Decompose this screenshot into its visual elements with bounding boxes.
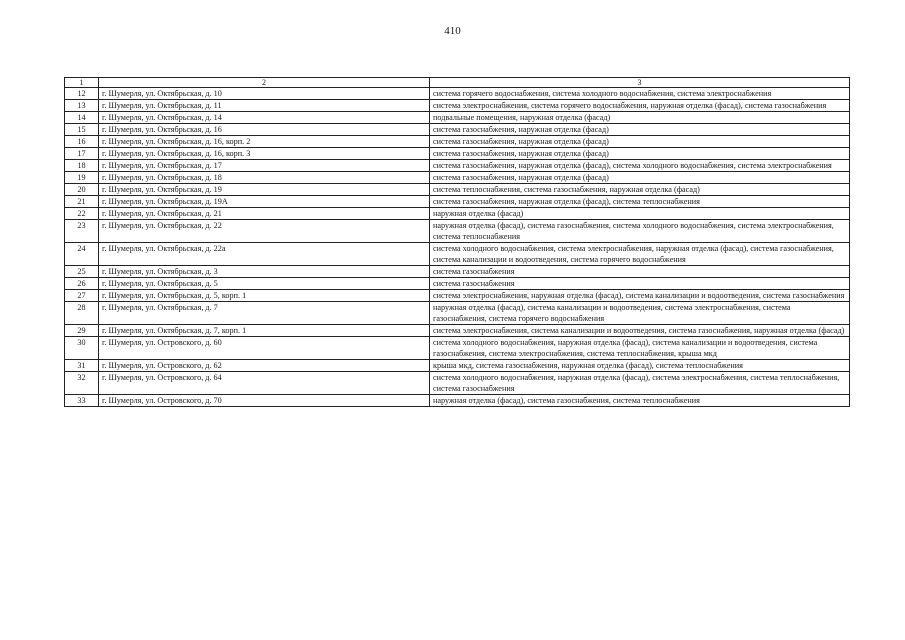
row-systems: система газоснабжения	[430, 266, 850, 278]
row-number: 22	[65, 208, 99, 220]
row-address: г. Шумерля, ул. Октябрьская, д. 21	[99, 208, 430, 220]
row-address: г. Шумерля, ул. Октябрьская, д. 5, корп. 1	[99, 290, 430, 302]
row-systems: наружная отделка (фасад), система газоснабжения, система холодного водоснабжения, система электроснабжения, система теплоснабжения	[430, 220, 850, 243]
table-row	[65, 372, 850, 395]
row-address: г. Шумерля, ул. Октябрьская, д. 14	[99, 112, 430, 124]
row-number: 12	[65, 88, 99, 100]
row-number: 15	[65, 124, 99, 136]
row-systems: система газоснабжения	[430, 278, 850, 290]
row-number: 16	[65, 136, 99, 148]
column-header-systems: 3	[430, 78, 850, 88]
table-row	[65, 196, 850, 208]
row-address: г. Шумерля, ул. Октябрьская, д. 18	[99, 172, 430, 184]
row-address: г. Шумерля, ул. Октябрьская, д. 16, корп. 2	[99, 136, 430, 148]
row-systems: система газоснабжения, наружная отделка (фасад)	[430, 124, 850, 136]
table-row	[65, 160, 850, 172]
row-systems: система электроснабжения, система горячего водоснабжения, наружная отделка (фасад), система газоснабжения	[430, 100, 850, 112]
row-number: 17	[65, 148, 99, 160]
row-address: г. Шумерля, ул. Островского, д. 60	[99, 337, 430, 360]
table-row	[65, 88, 850, 100]
row-number: 21	[65, 196, 99, 208]
row-systems: система теплоснабжения, система газоснабжения, наружная отделка (фасад)	[430, 184, 850, 196]
repair-table	[64, 77, 850, 407]
row-address: г. Шумерля, ул. Октябрьская, д. 19	[99, 184, 430, 196]
row-systems: система газоснабжения, наружная отделка (фасад), система теплоснабжения	[430, 196, 850, 208]
row-address: г. Шумерля, ул. Октябрьская, д. 11	[99, 100, 430, 112]
row-number: 33	[65, 395, 99, 407]
row-number: 25	[65, 266, 99, 278]
row-address: г. Шумерля, ул. Октябрьская, д. 16	[99, 124, 430, 136]
row-systems: система газоснабжения, наружная отделка (фасад), система холодного водоснабжения, система электроснабжения	[430, 160, 850, 172]
table-row	[65, 208, 850, 220]
row-systems: наружная отделка (фасад)	[430, 208, 850, 220]
row-number: 27	[65, 290, 99, 302]
row-systems: система холодного водоснабжения, наружная отделка (фасад), система канализации и водоотведения, система газоснабжения, система электроснабжения, система теплоснабжения, крыша мкд	[430, 337, 850, 360]
table-header-row	[65, 78, 850, 88]
row-address: г. Шумерля, ул. Островского, д. 62	[99, 360, 430, 372]
row-number: 14	[65, 112, 99, 124]
table-row	[65, 220, 850, 243]
row-address: г. Шумерля, ул. Октябрьская, д. 7	[99, 302, 430, 325]
table-row	[65, 124, 850, 136]
row-systems: система газоснабжения, наружная отделка (фасад)	[430, 172, 850, 184]
table-row	[65, 184, 850, 196]
page-number: 410	[444, 25, 461, 37]
row-number: 29	[65, 325, 99, 337]
row-systems: система холодного водоснабжения, система электроснабжения, наружная отделка (фасад), система газоснабжения, система канализации и водоотведения, система горячего водоснабжения	[430, 243, 850, 266]
row-number: 32	[65, 372, 99, 395]
row-number: 30	[65, 337, 99, 360]
row-address: г. Шумерля, ул. Октябрьская, д. 3	[99, 266, 430, 278]
row-systems: система электроснабжения, наружная отделка (фасад), система канализации и водоотведения, система газоснабжения	[430, 290, 850, 302]
column-header-address: 2	[99, 78, 430, 88]
table-row	[65, 325, 850, 337]
table-row	[65, 172, 850, 184]
table-row	[65, 243, 850, 266]
row-address: г. Шумерля, ул. Октябрьская, д. 19А	[99, 196, 430, 208]
row-address: г. Шумерля, ул. Октябрьская, д. 22	[99, 220, 430, 243]
table-row	[65, 148, 850, 160]
row-address: г. Шумерля, ул. Октябрьская, д. 10	[99, 88, 430, 100]
row-address: г. Шумерля, ул. Октябрьская, д. 17	[99, 160, 430, 172]
row-address: г. Шумерля, ул. Островского, д. 64	[99, 372, 430, 395]
row-number: 23	[65, 220, 99, 243]
row-number: 24	[65, 243, 99, 266]
row-systems: крыша мкд, система газоснабжения, наружная отделка (фасад), система теплоснабжения	[430, 360, 850, 372]
row-number: 28	[65, 302, 99, 325]
row-address: г. Шумерля, ул. Островского, д. 70	[99, 395, 430, 407]
row-number: 19	[65, 172, 99, 184]
row-systems: система газоснабжения, наружная отделка (фасад)	[430, 148, 850, 160]
row-systems: система газоснабжения, наружная отделка (фасад)	[430, 136, 850, 148]
row-systems: система электроснабжения, система канализации и водоотведения, система газоснабжения, наружная отделка (фасад)	[430, 325, 850, 337]
table-row	[65, 112, 850, 124]
table-row	[65, 302, 850, 325]
column-header-number: 1	[65, 78, 99, 88]
row-number: 31	[65, 360, 99, 372]
row-number: 13	[65, 100, 99, 112]
row-address: г. Шумерля, ул. Октябрьская, д. 7, корп. 1	[99, 325, 430, 337]
table-row	[65, 395, 850, 407]
table-row	[65, 266, 850, 278]
row-number: 20	[65, 184, 99, 196]
table-row	[65, 278, 850, 290]
row-address: г. Шумерля, ул. Октябрьская, д. 5	[99, 278, 430, 290]
table-row	[65, 100, 850, 112]
row-number: 26	[65, 278, 99, 290]
row-number: 18	[65, 160, 99, 172]
row-address: г. Шумерля, ул. Октябрьская, д. 22а	[99, 243, 430, 266]
table-row	[65, 136, 850, 148]
row-systems: подвальные помещения, наружная отделка (фасад)	[430, 112, 850, 124]
row-systems: система холодного водоснабжения, наружная отделка (фасад), система электроснабжения, система теплоснабжения, система газоснабжения	[430, 372, 850, 395]
table-row	[65, 290, 850, 302]
row-systems: наружная отделка (фасад), система газоснабжения, система теплоснабжения	[430, 395, 850, 407]
row-systems: наружная отделка (фасад), система канализации и водоотведения, система электроснабжения, система газоснабжения, система горячего водоснабжения	[430, 302, 850, 325]
table-row	[65, 360, 850, 372]
row-address: г. Шумерля, ул. Октябрьская, д. 16, корп. 3	[99, 148, 430, 160]
table-row	[65, 337, 850, 360]
row-systems: система горячего водоснабжения, система холодного водоснабжения, система электроснабжения	[430, 88, 850, 100]
